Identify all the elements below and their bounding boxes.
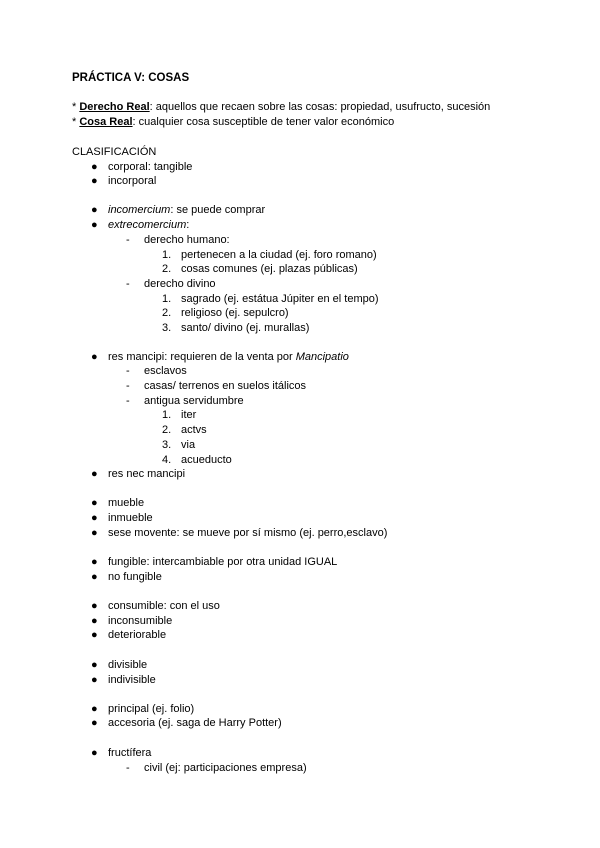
list-item xyxy=(91,555,338,569)
list-item-text: indivisible xyxy=(108,674,156,686)
item-number: 1. xyxy=(162,293,172,305)
sub-list-item-text: antigua servidumbre xyxy=(144,395,244,407)
list-item-text: res nec mancipi xyxy=(108,468,186,480)
list-item xyxy=(91,746,152,760)
numbered-item xyxy=(162,408,197,422)
list-item xyxy=(91,716,282,730)
item-number: 3. xyxy=(162,322,172,334)
numbered-item xyxy=(162,321,310,335)
bullet-icon: ● xyxy=(91,747,98,759)
sub-list-item-text: civil (ej: participaciones empresa) xyxy=(144,762,307,774)
bullet-icon: ● xyxy=(91,351,98,363)
list-item-text: sese movente: se mueve por sí mismo (ej. perro,esclavo) xyxy=(108,527,388,539)
numbered-item-text: religioso (ej. sepulcro) xyxy=(181,307,289,319)
sub-list-item xyxy=(126,364,187,378)
bullet-icon: ● xyxy=(91,659,98,671)
list-item xyxy=(91,350,349,364)
sub-list-item xyxy=(126,233,230,247)
bullet-icon: ● xyxy=(91,497,98,509)
bullet-icon: ● xyxy=(91,717,98,729)
definition-text: : aquellos que recaen sobre las cosas: propiedad, usufructo, sucesión xyxy=(149,101,491,113)
definition-text: : cualquier cosa susceptible de tener valor económico xyxy=(132,116,395,128)
sub-list-item xyxy=(126,277,216,291)
sub-list-item xyxy=(126,379,307,393)
numbered-item-text: via xyxy=(181,439,196,451)
list-item xyxy=(91,702,195,716)
bullet-icon: ● xyxy=(91,600,98,612)
list-item xyxy=(91,614,173,628)
list-item-detail: : xyxy=(186,219,190,231)
list-item xyxy=(91,570,162,584)
list-item-text xyxy=(108,218,189,232)
list-item xyxy=(91,658,148,672)
bullet-icon: ● xyxy=(91,161,98,173)
list-item xyxy=(91,203,266,217)
list-item-detail: : se puede comprar xyxy=(170,204,266,216)
list-item xyxy=(91,673,156,687)
dash-icon: - xyxy=(126,380,130,392)
list-item xyxy=(91,628,167,642)
item-number: 3. xyxy=(162,439,172,451)
list-item-text: incorporal xyxy=(108,175,157,187)
item-number: 2. xyxy=(162,263,172,275)
list-item-text: corporal: tangible xyxy=(108,161,193,173)
italic-term: extrecomercium xyxy=(108,219,187,231)
list-item-text xyxy=(108,203,265,217)
list-item-text: mueble xyxy=(108,497,145,509)
dash-icon: - xyxy=(126,234,130,246)
bullet-icon: ● xyxy=(91,204,98,216)
bullet-icon: ● xyxy=(91,527,98,539)
list-item xyxy=(91,599,220,613)
numbered-item-text: actvs xyxy=(181,424,207,436)
list-item xyxy=(91,496,145,510)
section-heading: CLASIFICACIÓN xyxy=(72,146,157,158)
numbered-item xyxy=(162,423,207,437)
dash-icon: - xyxy=(126,762,130,774)
list-item-text: fructífera xyxy=(108,747,152,759)
dash-icon: - xyxy=(126,278,130,290)
list-item xyxy=(91,174,157,188)
definition-cosa-real xyxy=(72,115,394,129)
numbered-item xyxy=(162,262,358,276)
bullet-icon: ● xyxy=(91,703,98,715)
list-item-text: fungible: intercambiable por otra unidad IGUAL xyxy=(108,556,338,568)
sub-list-item-text: esclavos xyxy=(144,365,187,377)
bullet-icon: ● xyxy=(91,512,98,524)
numbered-item xyxy=(162,453,232,467)
italic-term: Mancipatio xyxy=(295,351,349,363)
dash-icon: - xyxy=(126,395,130,407)
item-number: 2. xyxy=(162,307,172,319)
bullet-icon: ● xyxy=(91,674,98,686)
item-number: 4. xyxy=(162,454,172,466)
numbered-item xyxy=(162,438,196,452)
list-item-text: inmueble xyxy=(108,512,153,524)
sub-list-item-text: derecho divino xyxy=(144,278,216,290)
dash-icon: - xyxy=(126,365,130,377)
sub-list-item xyxy=(126,761,307,775)
sub-list-item xyxy=(126,394,244,408)
item-number: 2. xyxy=(162,424,172,436)
list-item xyxy=(91,467,186,481)
list-item xyxy=(91,511,153,525)
list-item xyxy=(91,160,193,174)
list-item-text: no fungible xyxy=(108,571,162,583)
list-item-text: principal (ej. folio) xyxy=(108,703,195,715)
numbered-item-text: pertenecen a la ciudad (ej. foro romano) xyxy=(181,249,377,261)
bullet-icon: ● xyxy=(91,219,98,231)
sub-list-item-text: casas/ terrenos en suelos itálicos xyxy=(144,380,307,392)
list-item-text: inconsumible xyxy=(108,615,173,627)
numbered-item xyxy=(162,306,289,320)
italic-term: incomercium xyxy=(108,204,171,216)
list-item-text: deteriorable xyxy=(108,629,167,641)
list-item-text: divisible xyxy=(108,659,148,671)
item-number: 1. xyxy=(162,409,172,421)
list-item-detail: res mancipi: requieren de la venta por xyxy=(108,351,296,363)
bullet-icon: ● xyxy=(91,571,98,583)
page-title: PRÁCTICA V: COSAS xyxy=(72,72,190,84)
definition-term: Cosa Real xyxy=(79,116,133,128)
definition-derecho-real xyxy=(72,100,490,114)
numbered-item xyxy=(162,292,379,306)
list-item-text: consumible: con el uso xyxy=(108,600,220,612)
definition-term: Derecho Real xyxy=(79,101,150,113)
list-item-text: accesoria (ej. saga de Harry Potter) xyxy=(108,717,282,729)
item-number: 1. xyxy=(162,249,172,261)
definition-prefix: * xyxy=(72,101,80,113)
numbered-item-text: acueducto xyxy=(181,454,232,466)
bullet-icon: ● xyxy=(91,468,98,480)
definition-prefix: * xyxy=(72,116,80,128)
bullet-icon: ● xyxy=(91,556,98,568)
bullet-icon: ● xyxy=(91,615,98,627)
bullet-icon: ● xyxy=(91,629,98,641)
numbered-item-text: cosas comunes (ej. plazas públicas) xyxy=(181,263,358,275)
numbered-item-text: santo/ divino (ej. murallas) xyxy=(181,322,310,334)
list-item-text xyxy=(108,350,349,364)
list-item xyxy=(91,218,190,232)
sub-list-item-text: derecho humano: xyxy=(144,234,230,246)
numbered-item-text: sagrado (ej. estátua Júpiter en el tempo) xyxy=(181,293,379,305)
numbered-item-text: iter xyxy=(181,409,197,421)
numbered-item xyxy=(162,248,377,262)
list-item xyxy=(91,526,388,540)
bullet-icon: ● xyxy=(91,175,98,187)
